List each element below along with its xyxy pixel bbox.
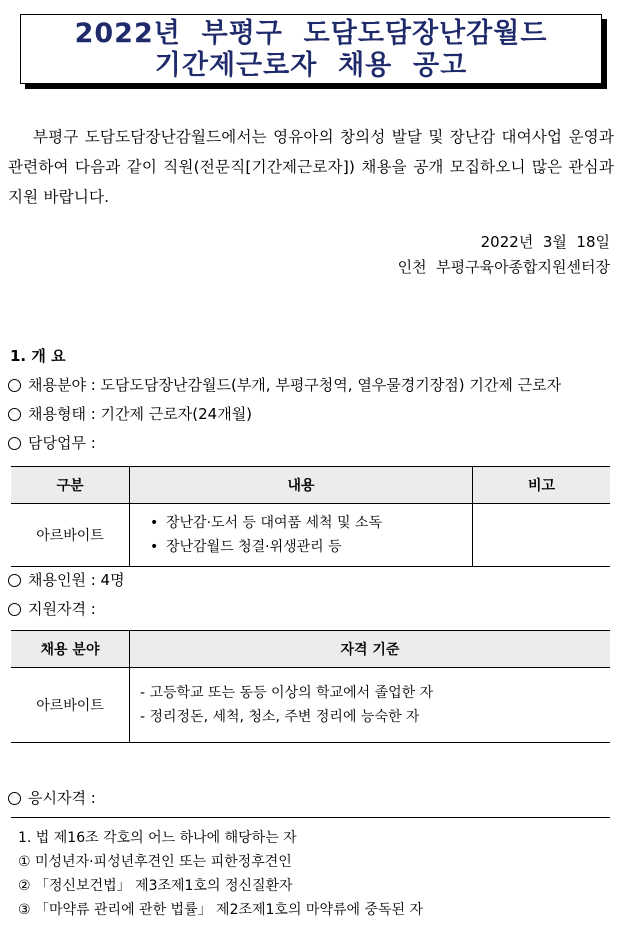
organization-name: 인천 부평구육아종합지원센터장: [397, 258, 610, 276]
recruit-field-text: 채용분야 : 도담도담장난감월드(부개, 부평구청역, 열우물경기장점) 기간제 근로자: [28, 376, 562, 394]
circle-bullet-icon: [8, 603, 21, 616]
recruit-field-item: [8, 374, 561, 395]
headcount-text: 채용인원 : 4명: [28, 571, 125, 589]
duties-note: [473, 504, 611, 567]
disqualification-line: 1. 법 제16조 각호의 어느 하나에 해당하는 자: [18, 830, 297, 846]
header-note: 비고: [473, 467, 611, 504]
duties-content: [130, 504, 473, 567]
duties-text: 담당업무 :: [28, 434, 96, 452]
header-criteria: 자격 기준: [130, 631, 611, 668]
list-item: • 장난감·도서 등 대여품 세척 및 소독: [150, 511, 472, 535]
eligibility-item: [8, 598, 96, 619]
headcount-item: [8, 569, 125, 590]
duties-table: [11, 466, 610, 567]
list-item: - 고등학교 또는 동등 이상의 학교에서 졸업한 자: [140, 685, 434, 701]
announcement-date: 2022년 3월 18일: [480, 233, 610, 251]
title-box: [20, 14, 602, 84]
table-row: [11, 668, 610, 743]
table-header-row: [11, 467, 610, 504]
recruit-type-item: [8, 403, 252, 424]
circle-bullet-icon: [8, 574, 21, 587]
title-line-1: 2022년 부평구 도담도담장난감월드: [74, 18, 548, 49]
eligibility-criteria: [130, 668, 611, 743]
recruit-type-text: 채용형태 : 기간제 근로자(24개월): [28, 405, 253, 423]
circle-bullet-icon: [8, 437, 21, 450]
disqualification-line: ③ 「마약류 관리에 관한 법률」 제2조제1호의 마약류에 중독된 자: [18, 902, 424, 918]
duties-item: [8, 432, 96, 453]
table-row: [11, 504, 610, 567]
duties-category: 아르바이트: [11, 504, 130, 567]
disqualification-line: ② 「정신보건법」 제3조제1호의 정신질환자: [18, 878, 293, 894]
divider: [11, 817, 610, 818]
eligibility-category: 아르바이트: [11, 668, 130, 743]
eligibility-table: [11, 630, 610, 743]
intro-text: 부평구 도담도담장난감월드에서는 영유아의 창의성 발달 및 장난감 대여사업 운영과 관련하여 다음과 같이 직원(전문직[기간제근로자]) 채용을 공개 모집하오니 많은 관심과 지원 바랍니다.: [8, 128, 614, 206]
disqualification-line: ① 미성년자·피성년후견인 또는 피한정후견인: [18, 854, 292, 870]
section-heading: 1. 개 요: [10, 347, 66, 365]
header-content: 내용: [130, 467, 473, 504]
applicant-item: [8, 787, 96, 808]
eligibility-text: 지원자격 :: [28, 600, 96, 618]
header-category: 구분: [11, 467, 130, 504]
title-line-2: 기간제근로자 채용 공고: [154, 50, 468, 81]
header-recruit-field: 채용 분야: [11, 631, 130, 668]
circle-bullet-icon: [8, 792, 21, 805]
circle-bullet-icon: [8, 408, 21, 421]
intro-paragraph: [8, 122, 614, 212]
circle-bullet-icon: [8, 379, 21, 392]
applicant-text: 응시자격 :: [28, 789, 96, 807]
table-header-row: [11, 631, 610, 668]
list-item: • 장난감월드 청결·위생관리 등: [150, 535, 472, 559]
list-item: - 정리정돈, 세척, 청소, 주변 정리에 능숙한 자: [140, 709, 420, 725]
